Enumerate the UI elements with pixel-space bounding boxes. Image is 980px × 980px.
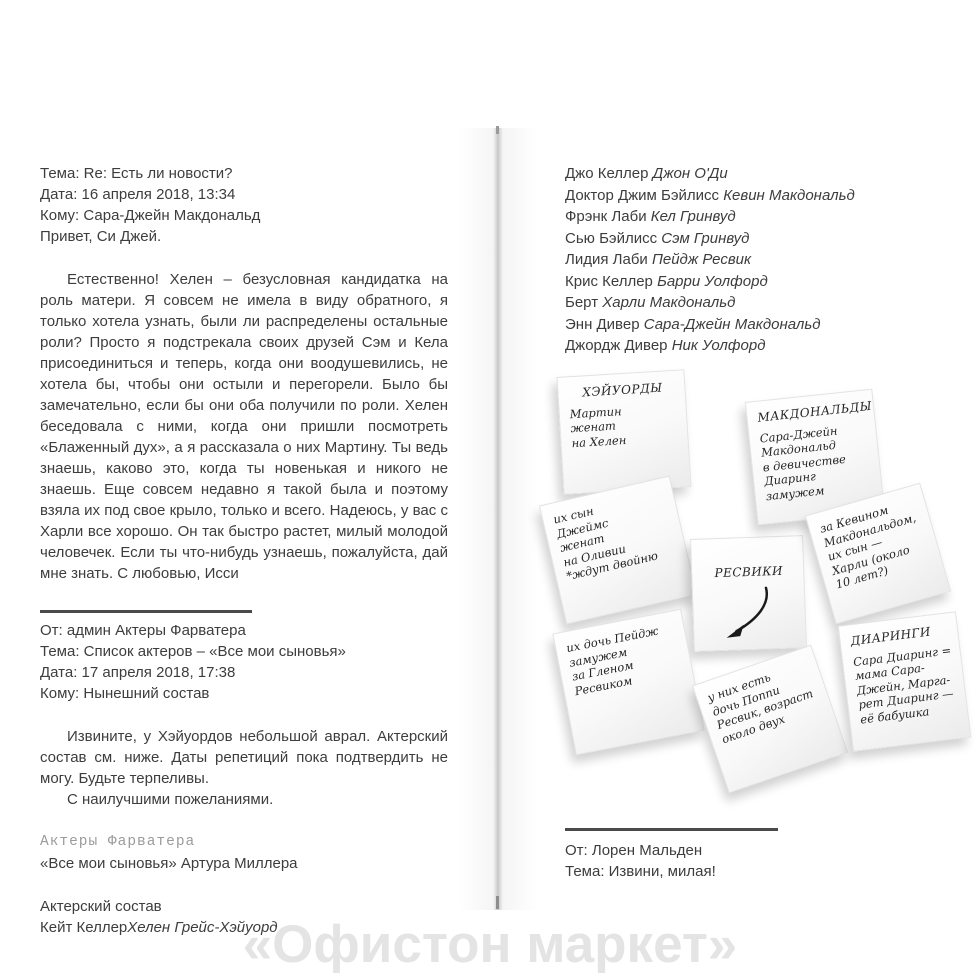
cast-row [565, 271, 965, 293]
cast-name: Лидия Лаби [565, 251, 648, 268]
cast-name: Джо Келлер [565, 165, 649, 182]
sticky-note-resvick [690, 535, 807, 652]
note-title: МАКДОНАЛЬДЫ [756, 398, 873, 425]
email1-to: Кому: Сара-Джейн Макдональд [40, 207, 261, 224]
note-text: Сара-Джейн Макдональд в девичестве Диаринг замужем [758, 423, 847, 503]
email3-subject: Тема: Извини, милая! [565, 862, 716, 880]
cast-row [565, 314, 965, 336]
note-text: их сын Джеймс женат на Оливии *ждут двойню [551, 503, 660, 584]
email2-closing: С наилучшими пожеланиями. [67, 790, 274, 808]
signature-org: Актеры Фарватера [40, 833, 196, 850]
email1-headers [40, 163, 448, 247]
email2-to: Кому: Нынешний состав [40, 684, 210, 702]
cast-name: Энн Дивер [565, 315, 640, 333]
note-text: их дочь Пейдж замужем за Гленом Ресвиком [565, 623, 660, 698]
cast-name: Джордж Дивер [565, 337, 668, 354]
cast-role: Сара-Джейн Макдональд [643, 315, 821, 333]
arrow-down-left-icon [717, 584, 783, 642]
note-text: у них есть дочь Поппи Ресвик, возраст около двух [705, 670, 815, 746]
email2-subject: Тема: Список актеров – «Все мои сыновья» [40, 642, 346, 660]
cast-name: Кейт Келлер [40, 918, 128, 936]
cast-row [565, 228, 965, 250]
cast-role: Ник Уолфорд [671, 337, 766, 354]
left-page [40, 163, 448, 938]
cast-name: Сью Бэйлисс [565, 229, 658, 247]
cast-name: Доктор Джим Бэйлисс [565, 186, 720, 204]
note-title: РЕСВИКИ [714, 563, 784, 581]
spine-notch-top [496, 126, 499, 134]
cast-row [565, 292, 965, 314]
cast-role: Кел Гринвуд [650, 208, 736, 225]
email2-date: Дата: 17 апреля 2018, 17:38 [40, 663, 236, 681]
email2-body: Извините, у Хэйуордов небольшой аврал. Актерский состав см. ниже. Даты репетиций пока подтвердить не могу. Будьте терпеливы. [40, 727, 448, 787]
cast-row [565, 249, 965, 271]
cast-row [565, 163, 965, 185]
cast-row [565, 335, 965, 357]
email3-from: От: Лорен Мальден [565, 841, 703, 859]
sticky-note-james [539, 475, 697, 624]
cast-name: Крис Келлер [565, 272, 653, 290]
email-divider [40, 610, 252, 613]
cast-role: Сэм Гринвуд [661, 229, 750, 247]
cast-role: Кевин Макдональд [723, 186, 855, 204]
email-divider [565, 828, 778, 831]
note-title: ХЭЙУОРДЫ [581, 380, 663, 400]
sticky-note-paige [552, 609, 704, 756]
book-spine [458, 128, 538, 910]
cast-name: Фрэнк Лаби [565, 208, 647, 225]
sticky-note-dearing [838, 611, 972, 752]
cast-heading: Актерский состав [40, 897, 162, 915]
email1-date: Дата: 16 апреля 2018, 13:34 [40, 186, 236, 203]
spine-notch-bottom [496, 896, 499, 909]
email1-body: Естественно! Хелен – безусловная кандидатка на роль матери. Я совсем не имела в виду обратного, я только хотела узнать, были ли распределены остальные роли? Просто я подстрекала своих друзей Сэм и Кела присоединиться и теперь, когда они воодушевились, не хотела бы, чтобы они остыли и перегорели. Было бы замечательно, если бы они оба получили по роли. Хелен беседовала с ними, когда они пришли посмотреть «Блаженный дух», а я рассказала о них Мартину. Ты ведь знаешь, каково это, когда ты новенькая и никого не знаешь. Еще совсем недавно я такой была и поэтому взяла их под свое крыло, только и всего. Надеюсь, у вас с Харли все хорошо. Он так быстро растет, милый молодой человечек. Если ты что-нибудь узнаешь, пожалуйста, дай мне знать. С любовью, Исси [40, 271, 448, 582]
email2-from: От: админ Актеры Фарватера [40, 621, 246, 639]
cast-role: Хелен Грейс-Хэйуорд [127, 918, 278, 936]
note-title: ДИАРИНГИ [849, 624, 932, 649]
right-page-cast-list [565, 163, 965, 357]
email2-headers [40, 620, 448, 704]
cast-role: Пейдж Ресвик [651, 251, 752, 268]
cast-name: Берт [565, 294, 599, 311]
note-text: за Кевином Макдональдом, их сын — Харли (около 10 лет?) [818, 502, 918, 592]
cast-role: Харли Макдональд [602, 294, 736, 311]
email3-headers [565, 828, 778, 882]
signature-play: «Все мои сыновья» Артура Миллера [40, 854, 298, 872]
cast-row [565, 185, 965, 207]
cast-row [565, 206, 965, 228]
note-text: Мартин женат на Хелен [569, 403, 627, 450]
cast-role: Барри Уолфорд [657, 272, 768, 290]
email1-subject: Тема: Re: Есть ли новости? [40, 165, 233, 182]
sticky-note-poppy [692, 645, 848, 794]
note-text: Сара Диаринг = мама Сара- Джейн, Марга- рет Диаринг — её бабушка [852, 642, 955, 727]
cast-role: Джон О'Ди [652, 165, 728, 182]
sticky-note-hayward [557, 369, 692, 495]
store-watermark: «Офистон маркет» [242, 915, 738, 974]
email1-greeting: Привет, Си Джей. [40, 228, 162, 245]
